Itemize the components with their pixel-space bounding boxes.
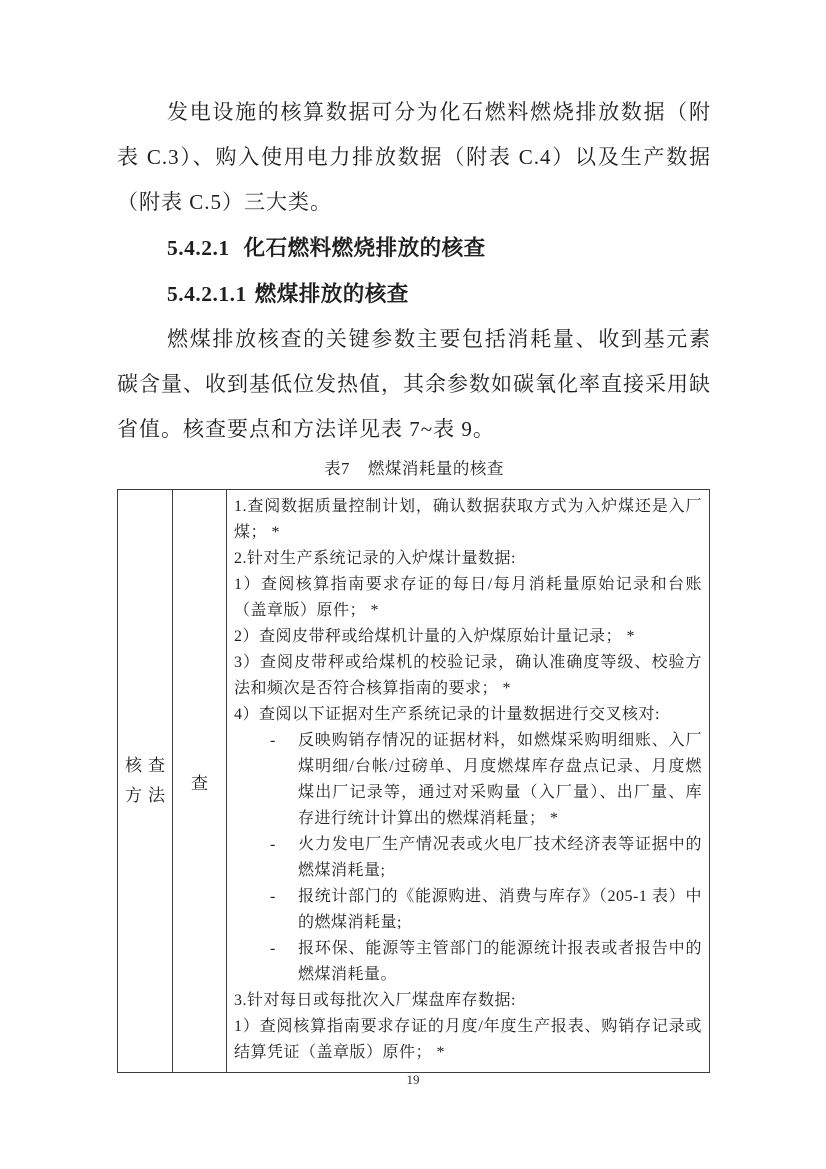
bullet-marker: - <box>270 836 276 853</box>
heading-title: 燃煤排放的核查 <box>254 282 409 306</box>
bullet-marker: - <box>270 940 276 957</box>
section-heading-5-4-2-1-1 <box>167 271 711 317</box>
table-content-line <box>234 728 702 832</box>
body-paragraph: 燃煤排放核查的关键参数主要包括消耗量、收到基元素碳含量、收到基低位发热值，其余参数如碳氧化率直接采用缺省值。核查要点和方法详见表 7~表 9。 <box>117 327 711 441</box>
heading-number: 5.4.2.1.1 <box>167 282 247 306</box>
table-content-line <box>234 832 702 884</box>
method-header-cell <box>118 490 173 1073</box>
table-content-line <box>234 936 702 988</box>
page-number: 19 <box>406 1072 420 1087</box>
table-content-line-text: 反映购销存情况的证据材料，如燃煤采购明细账、入厂煤明细/台帐/过磅单、月度燃煤库存盘点记录、月度燃煤出厂记录等，通过对采购量（入厂量）、出厂量、库存进行统计计算出的燃煤消耗量； * <box>298 732 702 827</box>
table-content-line: 1.查阅数据质量控制计划，确认数据获取方式为入炉煤还是入厂煤； * <box>234 498 702 541</box>
table-content-line: 2.针对生产系统记录的入炉煤计量数据: <box>234 550 516 567</box>
table-caption <box>117 456 711 482</box>
check-cell <box>173 490 227 1073</box>
page-content <box>117 90 711 1073</box>
bullet-marker: - <box>270 888 276 905</box>
table-content-line-text: 报统计部门的《能源购进、消费与库存》（205-1 表）中的燃煤消耗量; <box>298 888 702 931</box>
intro-paragraph: 发电设施的核算数据可分为化石燃料燃烧排放数据（附表 C.3）、购入使用电力排放数据（附表 C.4）以及生产数据（附表 C.5）三大类。 <box>117 100 711 214</box>
method-header-label: 核查方法 <box>125 756 165 805</box>
table-content-line <box>234 884 702 936</box>
heading-title: 化石燃料燃烧排放的核查 <box>243 236 486 260</box>
table-content-line: 3）查阅皮带秤或给煤机的校验记录，确认准确度等级、校验方法和频次是否符合核算指南的要求； * <box>234 654 702 697</box>
bullet-marker: - <box>270 732 276 749</box>
content-cell <box>227 490 710 1073</box>
table-row <box>118 490 710 1073</box>
check-cell-label: 查 <box>191 773 208 793</box>
table-caption-label: 表7 <box>324 459 350 478</box>
table-content-line: 1）查阅核算指南要求存证的月度/年度生产报表、购销存记录或结算凭证（盖章版）原件； * <box>234 1018 702 1061</box>
table-content-line: 1）查阅核算指南要求存证的每日/每月消耗量原始记录和台账（盖章版）原件； * <box>234 576 702 619</box>
table-content-line-text: 火力发电厂生产情况表或火电厂技术经济表等证据中的燃煤消耗量; <box>298 836 702 879</box>
heading-number: 5.4.2.1 <box>167 236 230 260</box>
verification-table <box>117 489 710 1073</box>
table-content-line: 3.针对每日或每批次入厂煤盘库存数据: <box>234 992 516 1009</box>
table-content-line: 4）查阅以下证据对生产系统记录的计量数据进行交叉核对: <box>234 706 660 723</box>
section-heading-5-4-2-1 <box>167 225 711 271</box>
table-content-line: 2）查阅皮带秤或给煤机计量的入炉煤原始计量记录； * <box>234 628 636 645</box>
table-content-line-text: 报环保、能源等主管部门的能源统计报表或者报告中的燃煤消耗量。 <box>298 940 702 983</box>
table-caption-title: 燃煤消耗量的核查 <box>367 459 504 478</box>
